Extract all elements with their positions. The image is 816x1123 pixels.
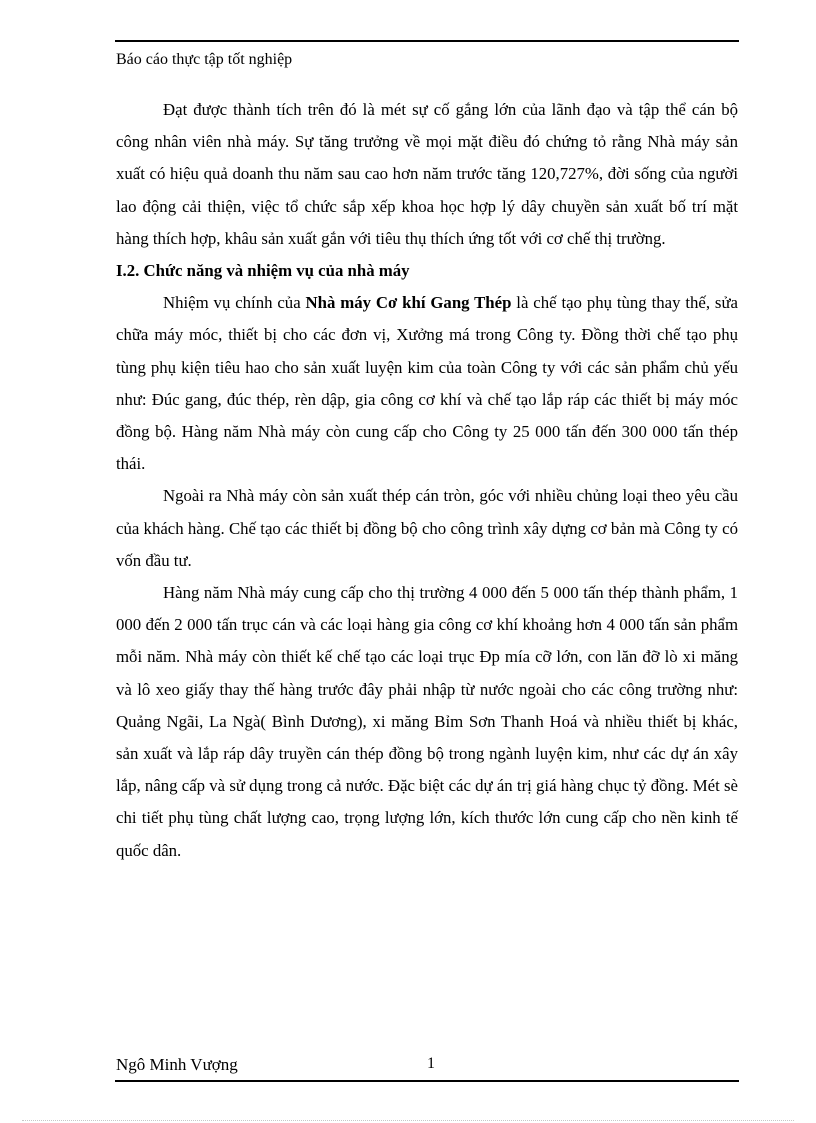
paragraph-main-duties-rest: là chế tạo phụ tùng thay thế, sửa chữa máy móc, thiết bị cho các đơn vị, Xưởng má trong Công ty. Đồng thời chế tạo phụ tùng phụ kiện tiêu hao cho sản xuất luyện kim của toàn Công ty với các sản phẩm chủ yếu như: Đúc gang, đúc thép, rèn dập, gia công cơ khí và chế tạo lắp ráp các thiết bị máy móc đồng bộ. Hàng năm Nhà máy còn cung cấp cho Công ty 25 000 tấn đến 300 000 tấn thép thái. [116, 293, 738, 474]
paragraph-main-duties-start: Nhiệm vụ chính của [163, 293, 306, 313]
footer-rule [115, 1080, 739, 1082]
section-heading: I.2. Chức năng và nhiệm vụ của nhà máy [116, 261, 410, 281]
factory-name-bold: Nhà máy Cơ khí Gang Thép [305, 293, 512, 313]
page-number: 1 [427, 1055, 435, 1072]
paragraph-achievements: Đạt được thành tích trên đó là mét sự cố gắng lớn của lãnh đạo và tập thể cán bộ công nhân viên nhà máy. Sự tăng trưởng về mọi mặt điều đó chứng tỏ rằng Nhà máy sản xuất có hiệu quả doanh thu năm sau cao hơn năm trước tăng 120,727%, đời sống của người lao động cải thiện, việc tổ chức sắp xếp khoa học hợp lý dây chuyền sản xuất bố trí mặt hàng thích hợp, khâu sản xuất gắn với tiêu thụ thích ứng tốt với cơ chế thị trường. [116, 100, 738, 248]
header-title: Báo cáo thực tập tốt nghiệp [116, 51, 293, 68]
document-body [116, 94, 738, 867]
paragraph-annual-supply: Hàng năm Nhà máy cung cấp cho thị trường 4 000 đến 5 000 tấn thép thành phẩm, 1 000 đến 2 000 tấn trục cán và các loại hàng gia công cơ khí khoảng hơn 4 000 tấn sản phẩm mỗi năm. Nhà máy còn thiết kế chế tạo các loại trục Đp mía cỡ lớn, con lăn đỡ lò xi măng và lô xeo giấy thay thế hàng trước đây phải nhập từ nước ngoài cho các công trường như: Quảng Ngãi, La Ngà( Bình Dương), xi măng Bỉm Sơn Thanh Hoá và nhiều thiết bị khác, sản xuất và lắp ráp dây truyền cán thép đồng bộ trong ngành luyện kim, như các dự án xây lắp, nâng cấp và sử dụng trong cả nước. Đặc biệt các dự án trị giá hàng chục tỷ đồng. Mét sè chi tiết phụ tùng chất lượng cao, trọng lượng lớn, kích thước lớn cung cấp cho nền kinh tế quốc dân. [116, 583, 738, 860]
footer-author: Ngô Minh Vượng [116, 1055, 238, 1074]
paragraph-additional-products: Ngoài ra Nhà máy còn sản xuất thép cán tròn, góc với nhiều chủng loại theo yêu cầu của khách hàng. Chế tạo các thiết bị đồng bộ cho công trình xây dựng cơ bản mà Công ty có vốn đầu tư. [116, 486, 738, 570]
header-rule [115, 40, 739, 42]
paragraph-main-duties [116, 287, 738, 480]
page-edge-divider [22, 1120, 794, 1121]
